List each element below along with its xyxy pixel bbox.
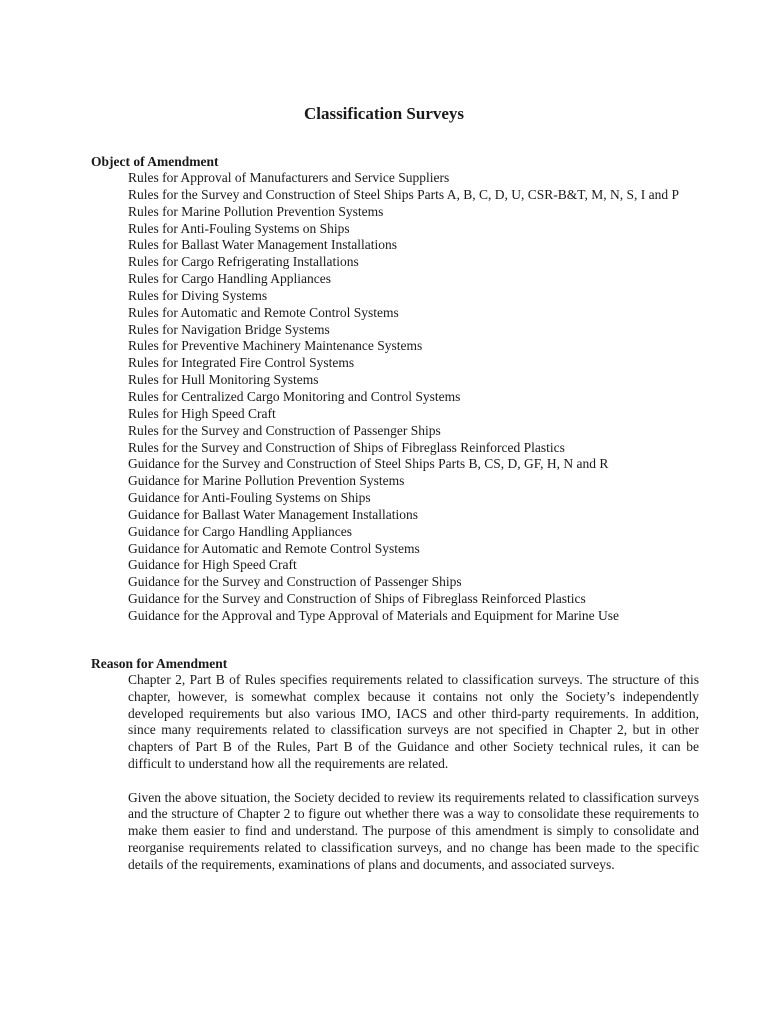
list-item: Guidance for Marine Pollution Prevention Systems bbox=[128, 473, 405, 489]
list-item: Rules for Approval of Manufacturers and Service Suppliers bbox=[128, 170, 450, 185]
amendment-list bbox=[91, 170, 699, 625]
page-title: Classification Surveys bbox=[303, 104, 465, 123]
list-item: Rules for High Speed Craft bbox=[128, 405, 276, 421]
list-item: Rules for Cargo Refrigerating Installations bbox=[128, 254, 359, 270]
list-item: Rules for Anti-Fouling Systems on Ships bbox=[128, 220, 350, 236]
list-item: Rules for Hull Monitoring Systems bbox=[128, 372, 319, 388]
reason-for-amendment-heading: Reason for Amendment bbox=[91, 656, 228, 671]
list-item: Rules for Integrated Fire Control Systems bbox=[128, 355, 355, 371]
list-item: Guidance for Ballast Water Management Installations bbox=[128, 506, 418, 522]
object-of-amendment-section bbox=[91, 153, 699, 625]
list-item: Rules for the Survey and Construction of Passenger Ships bbox=[128, 422, 441, 438]
list-item: Guidance for the Survey and Construction of Passenger Ships bbox=[128, 574, 462, 590]
list-item: Guidance for Cargo Handling Appliances bbox=[128, 523, 352, 539]
list-item: Guidance for Anti-Fouling Systems on Ships bbox=[128, 490, 371, 506]
reason-paragraph: Chapter 2, Part B of Rules specifies requirements related to classification surveys. The structure of this chapter, however, is somewhat complex because it contains not only the Society’s independently developed requirements but also various IMO, IACS and other third-party requirements. In addition, since many requirements related to classification surveys are not specified in Chapter 2, but in other chapters of Part B of the Rules, Part B of the Guidance and other Society technical rules, it can be difficult to understand how all the requirements are related. bbox=[128, 672, 699, 771]
list-item: Guidance for High Speed Craft bbox=[128, 557, 297, 573]
reason-paragraph: Given the above situation, the Society decided to review its requirements related to classification surveys and the structure of Chapter 2 to figure out whether there was a way to consolidate these requirements to make them easier to find and understand. The purpose of this amendment is simply to consolidate and reorganise requirements related to classification surveys, and no change has been made to the specific details of the requirements, examinations of plans and documents, and associated surveys. bbox=[128, 789, 699, 872]
list-item: Rules for Centralized Cargo Monitoring and Control Systems bbox=[128, 388, 461, 404]
object-of-amendment-heading: Object of Amendment bbox=[91, 154, 219, 169]
list-item: Rules for Cargo Handling Appliances bbox=[128, 271, 331, 287]
list-item: Guidance for Automatic and Remote Control Systems bbox=[128, 540, 420, 556]
list-item: Rules for Ballast Water Management Installations bbox=[128, 237, 397, 253]
reason-for-amendment-section bbox=[91, 655, 699, 890]
list-item: Rules for Navigation Bridge Systems bbox=[128, 321, 330, 337]
list-item: Rules for Preventive Machinery Maintenance Systems bbox=[128, 338, 423, 354]
list-item: Guidance for the Approval and Type Approval of Materials and Equipment for Marine Use bbox=[128, 607, 620, 623]
list-item: Rules for Automatic and Remote Control Systems bbox=[128, 304, 399, 320]
list-item: Rules for the Survey and Construction of Steel Ships Parts A, B, C, D, U, CSR-B&T, M, N, S, I and P bbox=[128, 186, 680, 202]
list-item: Rules for Marine Pollution Prevention Systems bbox=[128, 203, 384, 219]
list-item: Guidance for the Survey and Construction of Steel Ships Parts B, CS, D, GF, H, N and R bbox=[128, 456, 609, 472]
list-item: Guidance for the Survey and Construction of Ships of Fibreglass Reinforced Plastics bbox=[128, 591, 586, 607]
list-item: Rules for Diving Systems bbox=[128, 287, 268, 303]
list-item: Rules for the Survey and Construction of Ships of Fibreglass Reinforced Plastics bbox=[128, 439, 565, 455]
